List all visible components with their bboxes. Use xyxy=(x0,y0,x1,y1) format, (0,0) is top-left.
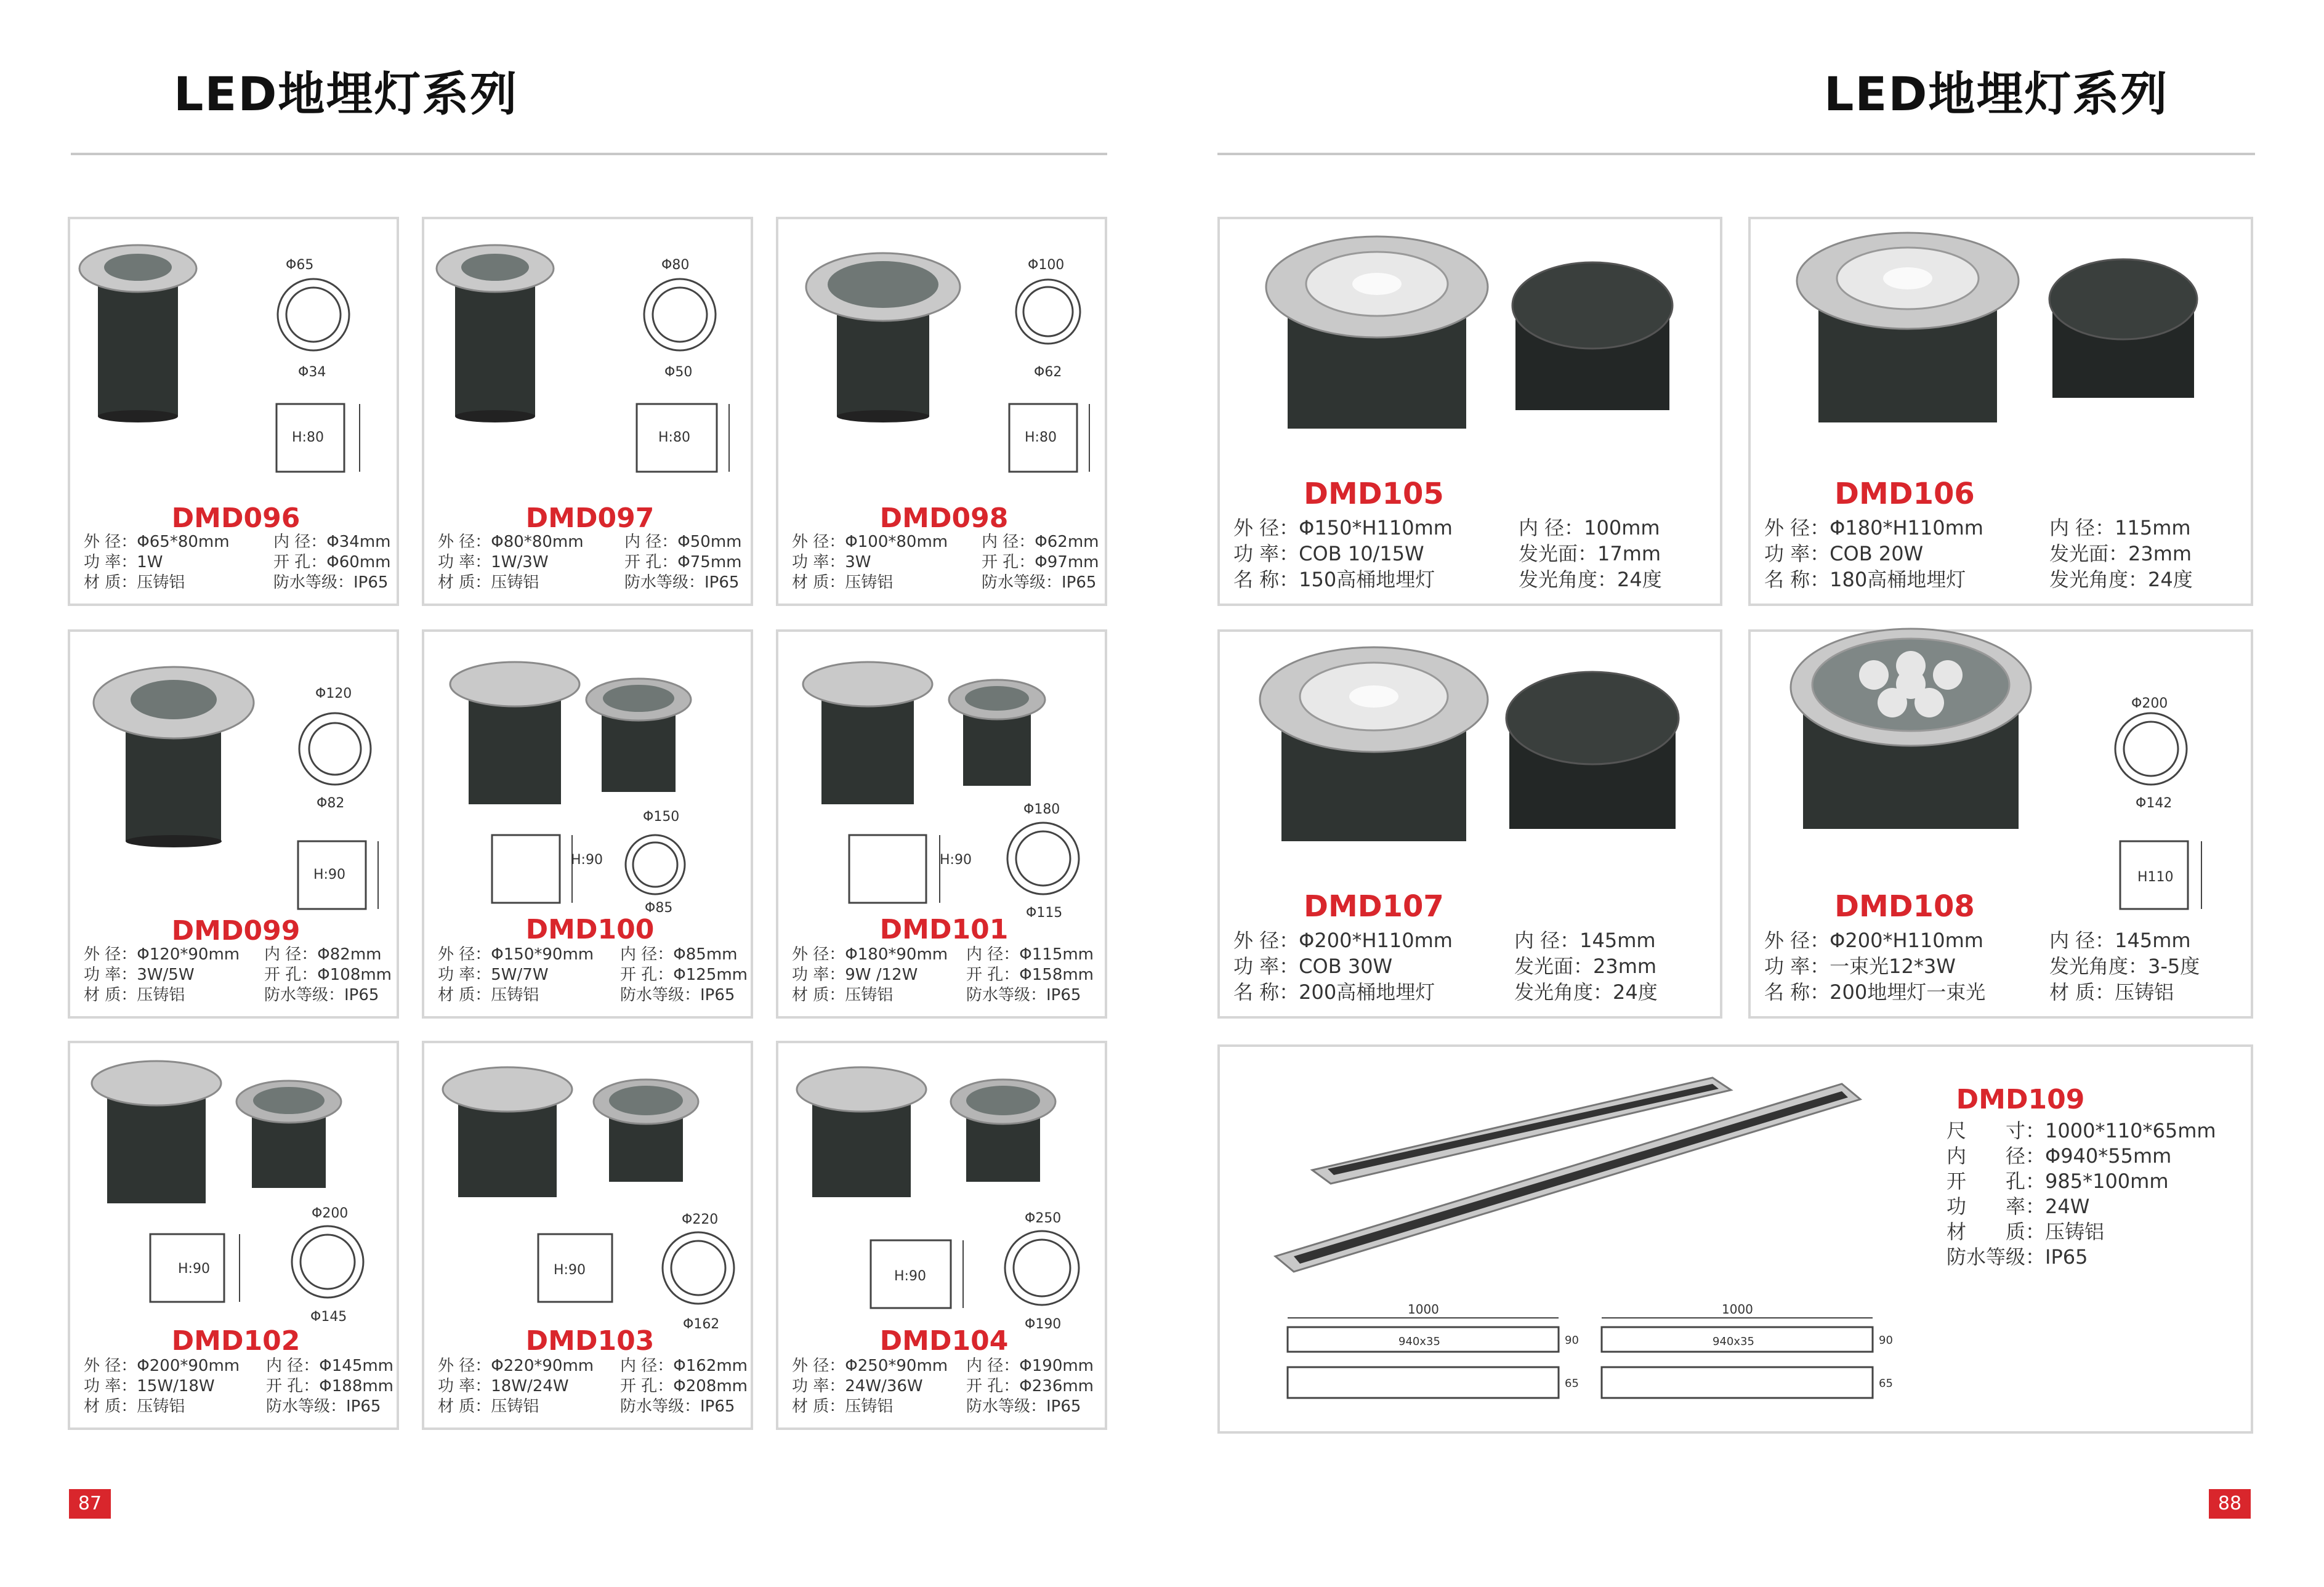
product-card-dmd102 xyxy=(68,1041,399,1430)
specs-right: 内 径：145mm 发光角度：3-5度 材 质：压铸铝 xyxy=(2049,929,2200,1004)
height-label: H110 xyxy=(2137,870,2174,885)
inner-diameter: Φ82 xyxy=(317,796,345,811)
model-number: DMD107 xyxy=(1304,889,1444,924)
product-card-dmd106 xyxy=(1748,217,2253,606)
specs-right: 内 径：Φ85mm 开 孔：Φ125mm 防水等级：IP65 xyxy=(620,945,748,1004)
product-card-dmd096 xyxy=(68,217,399,606)
product-card-dmd098 xyxy=(776,217,1107,606)
specs-right: 内 径：Φ62mm 开 孔：Φ97mm 防水等级：IP65 xyxy=(982,533,1099,592)
specs-right: 内 径：115mm 发光面：23mm 发光角度：24度 xyxy=(2049,516,2193,591)
height-label: H:90 xyxy=(313,867,345,882)
outer-diameter: Φ150 xyxy=(643,809,680,825)
inner-diameter: Φ115 xyxy=(1026,905,1063,921)
product-card-dmd107 xyxy=(1217,629,1722,1019)
outer-diameter: Φ200 xyxy=(312,1206,349,1221)
model-number: DMD098 xyxy=(879,503,1009,534)
specs-left: 外 径：Φ120*90mm 功 率：3W/5W 材 质：压铸铝 xyxy=(84,945,240,1004)
specs-left: 外 径：Φ150*90mm 功 率：5W/7W 材 质：压铸铝 xyxy=(438,945,594,1004)
outer-diameter: Φ250 xyxy=(1025,1211,1062,1226)
specs-left: 外 径：Φ80*80mm 功 率：1W/3W 材 质：压铸铝 xyxy=(438,533,584,592)
length-dim: 1000 xyxy=(1408,1302,1439,1317)
specs-right: 内 径：Φ50mm 开 孔：Φ75mm 防水等级：IP65 xyxy=(624,533,742,592)
inner-diameter: Φ162 xyxy=(683,1317,720,1332)
height-label: H:80 xyxy=(658,430,690,445)
product-card-dmd099 xyxy=(68,629,399,1019)
specs-left: 外 径：Φ100*80mm 功 率：3W 材 质：压铸铝 xyxy=(792,533,948,592)
specs-right: 内 径：145mm 发光面：23mm 发光角度：24度 xyxy=(1514,929,1658,1004)
specs-left: 外 径：Φ180*H110mm 功 率：COB 20W 名 称：180高桶地埋灯 xyxy=(1764,516,1983,591)
model-number: DMD106 xyxy=(1834,477,1975,511)
divider xyxy=(1217,153,2255,155)
inner-diameter: Φ85 xyxy=(645,900,673,916)
outer-diameter: Φ80 xyxy=(661,257,690,273)
model-number: DMD108 xyxy=(1834,889,1975,924)
specs-right: 内 径：Φ34mm 开 孔：Φ60mm 防水等级：IP65 xyxy=(273,533,391,592)
outer-diameter: Φ100 xyxy=(1028,257,1065,273)
specs-right: 内 径：Φ190mm 开 孔：Φ236mm 防水等级：IP65 xyxy=(966,1357,1094,1416)
inner-diameter: Φ190 xyxy=(1025,1317,1062,1332)
specs-left: 外 径：Φ65*80mm 功 率：1W 材 质：压铸铝 xyxy=(84,533,230,592)
model-number: DMD105 xyxy=(1304,477,1444,511)
specs-left: 外 径：Φ150*H110mm 功 率：COB 10/15W 名 称：150高桶地埋灯 xyxy=(1233,516,1453,591)
inner-dim: 940x35 xyxy=(1713,1335,1754,1348)
specs-left: 外 径：Φ200*H110mm 功 率：COB 30W 名 称：200高桶地埋灯 xyxy=(1233,929,1453,1004)
height-label: H:90 xyxy=(940,852,972,868)
inner-diameter: Φ142 xyxy=(2136,796,2173,811)
inner-diameter: Φ145 xyxy=(310,1309,347,1325)
model-number: DMD097 xyxy=(525,503,655,534)
length-dim: 1000 xyxy=(1722,1302,1753,1317)
outer-diameter: Φ120 xyxy=(315,686,352,701)
specs-left: 外 径：Φ180*90mm 功 率：9W /12W 材 质：压铸铝 xyxy=(792,945,948,1004)
inner-diameter: Φ62 xyxy=(1034,365,1062,380)
product-card-dmd097 xyxy=(422,217,753,606)
height-label: H:80 xyxy=(292,430,324,445)
model-number: DMD104 xyxy=(879,1325,1009,1357)
product-card-dmd108 xyxy=(1748,629,2253,1019)
specs-list: 尺 寸：1000*110*65mm 内 径：Φ940*55mm 开 孔：985*100mm 功 率：24W 材 质：压铸铝 防水等级：IP65 xyxy=(1947,1119,2216,1269)
product-card-dmd103 xyxy=(422,1041,753,1430)
specs-right: 内 径：Φ115mm 开 孔：Φ158mm 防水等级：IP65 xyxy=(966,945,1094,1004)
product-card-dmd109 xyxy=(1217,1044,2253,1434)
product-card-dmd101 xyxy=(776,629,1107,1019)
height-dim: 65 xyxy=(1879,1377,1893,1390)
page-number: 87 xyxy=(69,1489,111,1519)
specs-left: 外 径：Φ250*90mm 功 率：24W/36W 材 质：压铸铝 xyxy=(792,1357,948,1416)
model-number: DMD100 xyxy=(525,914,655,945)
height-dim: 65 xyxy=(1565,1377,1579,1390)
inner-diameter: Φ34 xyxy=(298,365,326,380)
height-label: H:90 xyxy=(178,1261,210,1277)
height-label: H:90 xyxy=(571,852,603,868)
model-number: DMD101 xyxy=(879,914,1009,945)
page-title: LED地埋灯系列 xyxy=(1824,67,2169,121)
height-label: H:90 xyxy=(554,1262,586,1278)
outer-diameter: Φ220 xyxy=(682,1212,719,1227)
specs-left: 外 径：Φ200*H110mm 功 率：一束光12*3W 名 称：200地埋灯一束光 xyxy=(1764,929,1986,1004)
height-dim: 90 xyxy=(1565,1334,1579,1347)
outer-diameter: Φ200 xyxy=(2131,696,2168,711)
product-card-dmd104 xyxy=(776,1041,1107,1430)
page-number: 88 xyxy=(2209,1489,2251,1519)
inner-diameter: Φ50 xyxy=(664,365,693,380)
model-number: DMD102 xyxy=(171,1325,301,1357)
outer-diameter: Φ180 xyxy=(1023,802,1060,817)
page-title: LED地埋灯系列 xyxy=(174,67,518,121)
height-dim: 90 xyxy=(1879,1334,1893,1347)
specs-right: 内 径：Φ162mm 开 孔：Φ208mm 防水等级：IP65 xyxy=(620,1357,748,1416)
model-number: DMD109 xyxy=(1956,1084,2085,1115)
model-number: DMD096 xyxy=(171,503,301,534)
model-number: DMD103 xyxy=(525,1325,655,1357)
specs-left: 外 径：Φ220*90mm 功 率：18W/24W 材 质：压铸铝 xyxy=(438,1357,594,1416)
height-label: H:90 xyxy=(894,1269,926,1284)
model-number: DMD099 xyxy=(171,915,301,947)
divider xyxy=(71,153,1107,155)
specs-left: 外 径：Φ200*90mm 功 率：15W/18W 材 质：压铸铝 xyxy=(84,1357,240,1416)
specs-right: 内 径：100mm 发光面：17mm 发光角度：24度 xyxy=(1519,516,1662,591)
specs-right: 内 径：Φ82mm 开 孔：Φ108mm 防水等级：IP65 xyxy=(264,945,392,1004)
product-card-dmd100 xyxy=(422,629,753,1019)
product-card-dmd105 xyxy=(1217,217,1722,606)
outer-diameter: Φ65 xyxy=(286,257,314,273)
specs-right: 内 径：Φ145mm 开 孔：Φ188mm 防水等级：IP65 xyxy=(266,1357,394,1416)
right-page xyxy=(1162,0,2324,1587)
height-label: H:80 xyxy=(1025,430,1057,445)
inner-dim: 940x35 xyxy=(1398,1335,1440,1348)
